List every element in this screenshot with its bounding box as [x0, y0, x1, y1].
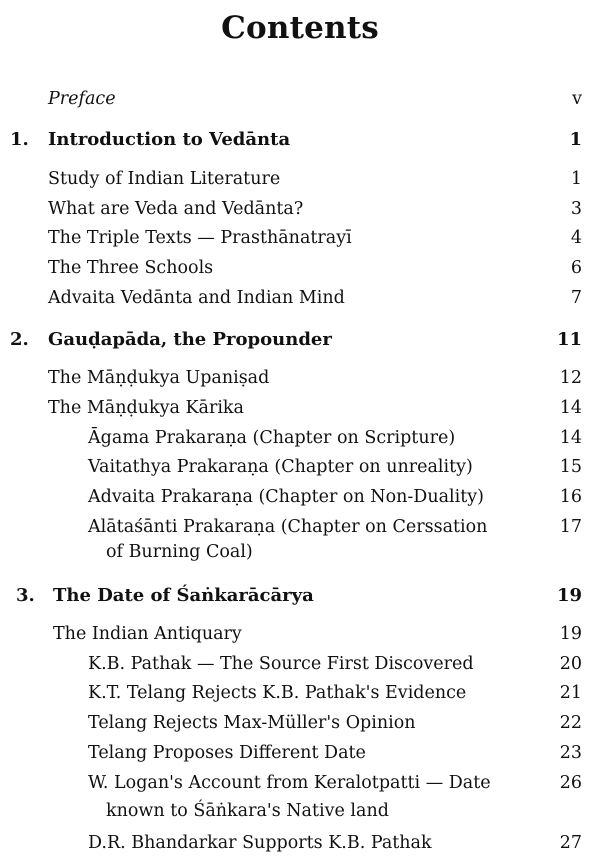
page-number: 22	[559, 713, 582, 733]
chapter-title: The Date of Śaṅkarācārya	[53, 585, 314, 606]
page-number: 7	[570, 288, 582, 308]
entry-title: The Indian Antiquary	[53, 624, 242, 644]
entry-title: The Māṇḍukya Kārika	[48, 398, 244, 418]
entry-title: What are Veda and Vedānta?	[48, 199, 304, 219]
page-number: 11	[556, 329, 582, 350]
page-number: 19	[556, 585, 582, 606]
entry-title: Advaita Prakaraṇa (Chapter on Non-Duality)	[88, 487, 484, 507]
entry-title: D.R. Bhandarkar Supports K.B. Pathak	[88, 833, 432, 853]
page-number: 27	[559, 833, 582, 853]
entry-title: K.T. Telang Rejects K.B. Pathak's Evidence	[88, 683, 467, 703]
entry-title: W. Logan's Account from Keralotpatti — Date	[88, 773, 491, 793]
page-number: 26	[559, 773, 582, 793]
page-number: 4	[570, 228, 582, 248]
entry-title: Telang Rejects Max-Müller's Opinion	[88, 713, 416, 733]
chapter-number: 3.	[16, 585, 35, 606]
entry-title: K.B. Pathak — The Source First Discovered	[88, 654, 474, 674]
chapter-title: Gauḍapāda, the Propounder	[48, 329, 332, 350]
page-number: 21	[559, 683, 582, 703]
page-number: 12	[559, 368, 582, 388]
chapter-number: 1.	[10, 129, 29, 150]
entry-title: Study of Indian Literature	[48, 169, 281, 189]
entry-title: The Three Schools	[48, 258, 214, 278]
page-number: 14	[559, 428, 582, 448]
entry-title: The Triple Texts — Prasthānatrayī	[48, 228, 352, 248]
entry-title: of Burning Coal)	[106, 542, 253, 562]
page-number: 6	[570, 258, 582, 278]
page-number: 16	[559, 487, 582, 507]
page-number: 15	[559, 457, 582, 477]
chapter-title: Introduction to Vedānta	[48, 129, 291, 150]
entry-title: Preface	[48, 89, 116, 109]
entry-title: Telang Proposes Different Date	[88, 743, 366, 763]
entry-title: The Māṇḍukya Upaniṣad	[48, 368, 270, 388]
entry-title: known to Śāṅkara's Native land	[106, 801, 389, 821]
page-number: 17	[559, 517, 582, 537]
page-number: 20	[559, 654, 582, 674]
entry-title: Advaita Vedānta and Indian Mind	[48, 288, 345, 308]
page-number: 3	[570, 199, 582, 219]
page-title: Contents	[221, 10, 379, 46]
entry-title: Vaitathya Prakaraṇa (Chapter on unreality)	[88, 457, 473, 477]
page-number: 1	[570, 169, 582, 189]
chapter-number: 2.	[10, 329, 29, 350]
entry-title: Alātaśānti Prakaraṇa (Chapter on Cerssation	[88, 517, 488, 537]
page-number: 14	[559, 398, 582, 418]
page-number: v	[572, 89, 582, 109]
page-number: 19	[559, 624, 582, 644]
entry-title: Āgama Prakaraṇa (Chapter on Scripture)	[88, 428, 456, 448]
page-number: 23	[559, 743, 582, 763]
page-number: 1	[569, 129, 582, 150]
